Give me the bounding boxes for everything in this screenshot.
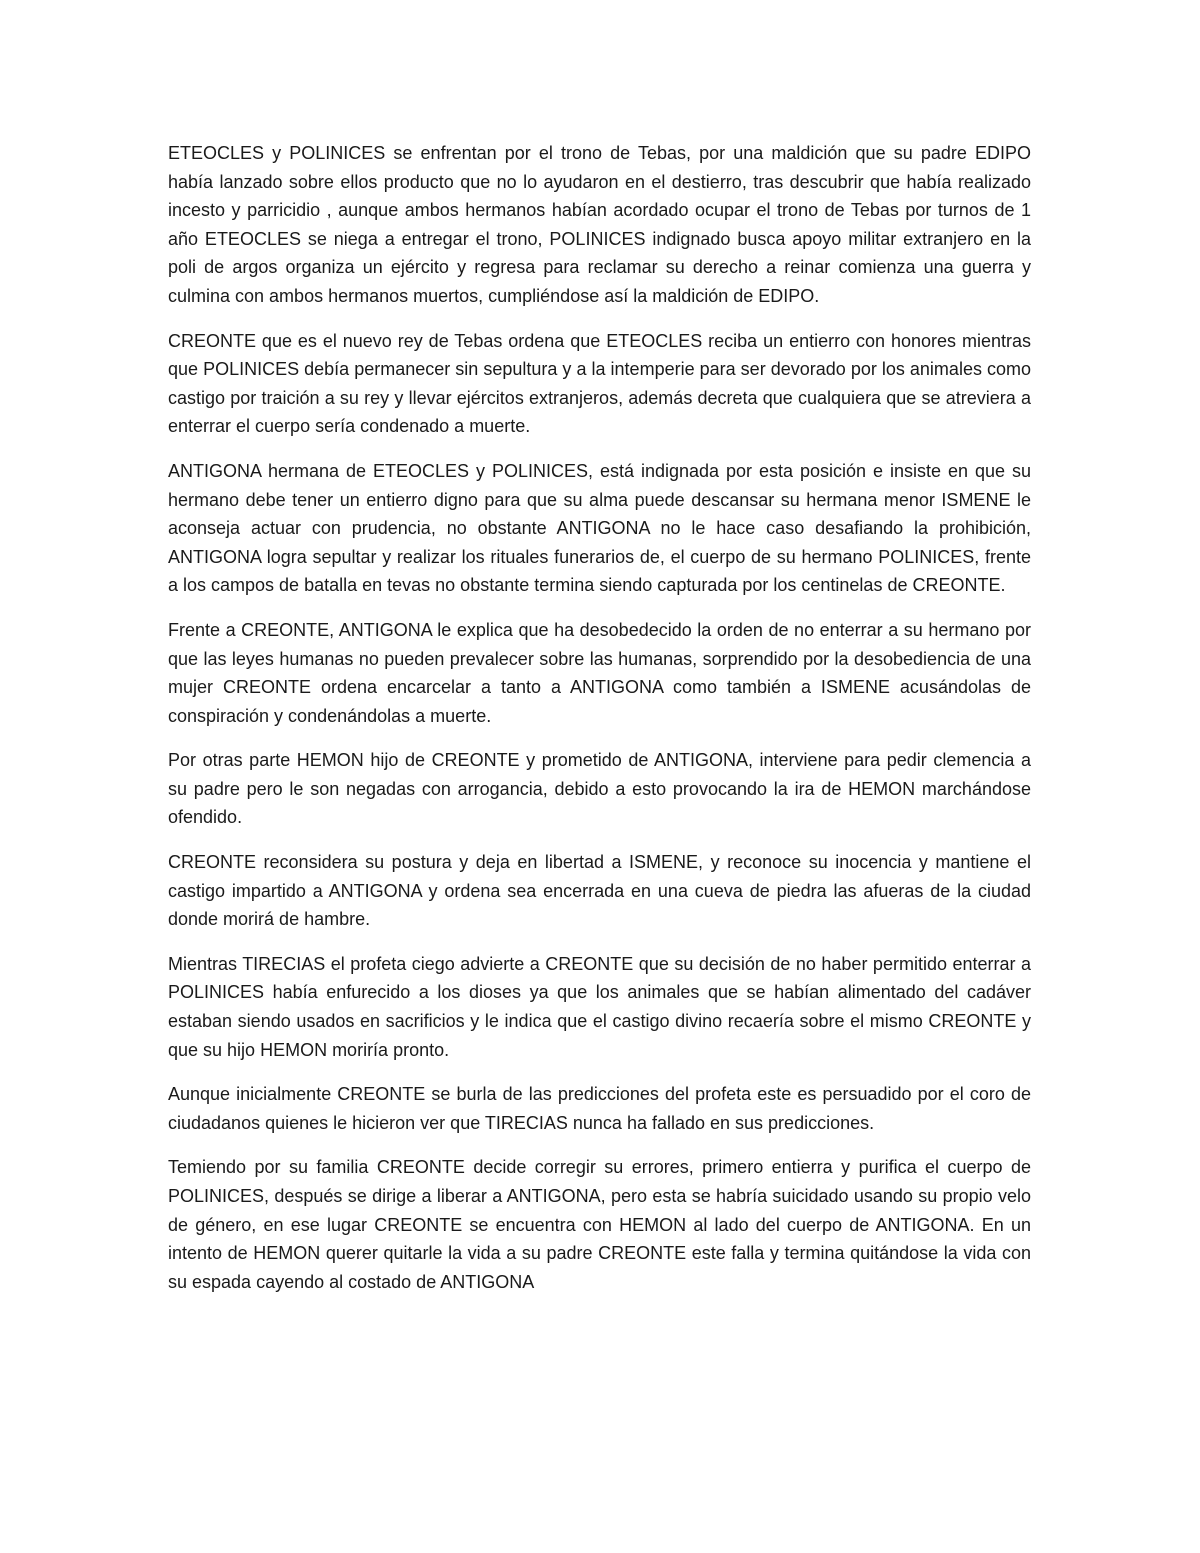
paragraph-4: Frente a CREONTE, ANTIGONA le explica que ha desobedecido la orden de no enterrar a su hermano por que las leyes humanas no pueden prevalecer sobre las humanas, sorprendido por la desobediencia de una mujer CREONTE ordena encarcelar a tanto a ANTIGONA como también a ISMENE acusándolas de conspiración y condenándolas a muerte. bbox=[168, 619, 1031, 726]
document-body bbox=[168, 139, 1031, 1312]
paragraph-5: Por otras parte HEMON hijo de CREONTE y prometido de ANTIGONA, interviene para pedir clemencia a su padre pero le son negadas con arrogancia, debido a esto provocando la ira de HEMON marchándose ofendido. bbox=[168, 750, 1031, 828]
paragraph-2: CREONTE que es el nuevo rey de Tebas ordena que ETEOCLES reciba un entierro con honores mientras que POLINICES debía permanecer sin sepultura y a la intemperie para ser devorado por los animales como castigo por traición a su rey y llevar ejércitos extranjeros, además decreta que cualquiera que se atreviera a enterrar el cuerpo sería condenado a muerte. bbox=[168, 330, 1031, 437]
paragraph-1: ETEOCLES y POLINICES se enfrentan por el trono de Tebas, por una maldición que su padre EDIPO había lanzado sobre ellos producto que no lo ayudaron en el destierro, tras descubrir que había realizado incesto y parricidio , aunque ambos hermanos habían acordado ocupar el trono de Tebas por turnos de 1 año ETEOCLES se niega a entregar el trono, POLINICES indignado busca apoyo militar extranjero en la poli de argos organiza un ejército y regresa para reclamar su derecho a reinar comienza una guerra y culmina con ambos hermanos muertos, cumpliéndose así la maldición de EDIPO. bbox=[168, 143, 1031, 306]
paragraph-9: Temiendo por su familia CREONTE decide corregir su errores, primero entierra y purifica el cuerpo de POLINICES, después se dirige a liberar a ANTIGONA, pero esta se habría suicidado usando su propio velo de género, en ese lugar CREONTE se encuentra con HEMON al lado del cuerpo de ANTIGONA. En un intento de HEMON querer quitarle la vida a su padre CREONTE este falla y termina quitándose la vida con su espada cayendo al costado de ANTIGONA bbox=[168, 1157, 1031, 1292]
paragraph-8: Aunque inicialmente CREONTE se burla de las predicciones del profeta este es persuadido por el coro de ciudadanos quienes le hicieron ver que TIRECIAS nunca ha fallado en sus predicciones. bbox=[168, 1084, 1031, 1133]
paragraph-6: CREONTE reconsidera su postura y deja en libertad a ISMENE, y reconoce su inocencia y mantiene el castigo impartido a ANTIGONA y ordena sea encerrada en una cueva de piedra las afueras de la ciudad donde morirá de hambre. bbox=[168, 852, 1031, 930]
paragraph-7: Mientras TIRECIAS el profeta ciego advierte a CREONTE que su decisión de no haber permitido enterrar a POLINICES había enfurecido a los dioses ya que los animales que se habían alimentado del cadáver estaban siendo usados en sacrificios y le indica que el castigo divino recaería sobre el mismo CREONTE y que su hijo HEMON moriría pronto. bbox=[168, 953, 1031, 1060]
paragraph-3: ANTIGONA hermana de ETEOCLES y POLINICES, está indignada por esta posición e insiste en que su hermano debe tener un entierro digno para que su alma puede descansar su hermana menor ISMENE le aconseja actuar con prudencia, no obstante ANTIGONA no le hace caso desafiando la prohibición, ANTIGONA logra sepultar y realizar los rituales funerarios de, el cuerpo de su hermano POLINICES, frente a los campos de batalla en tevas no obstante termina siendo capturada por los centinelas de CREONTE. bbox=[168, 460, 1031, 596]
